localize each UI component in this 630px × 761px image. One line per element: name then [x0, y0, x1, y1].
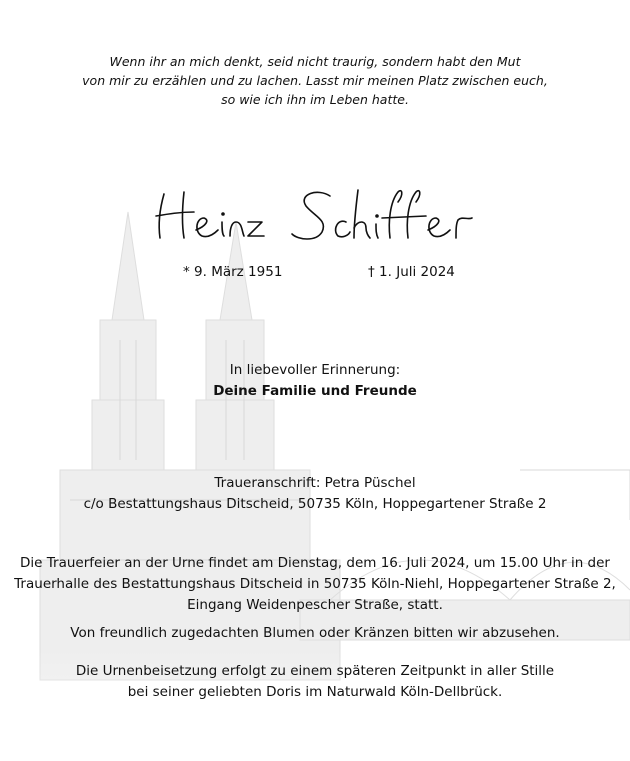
address-line-1: Traueranschrift: Petra Püschel [214, 475, 416, 491]
ceremony-line-2: Trauerhalle des Bestattungshaus Ditscheid in 50735 Köln-Niehl, Hoppegartener Straße 2, [14, 576, 616, 592]
address-line-2: c/o Bestattungshaus Ditscheid, 50735 Köln, Hoppegartener Straße 2 [83, 496, 547, 512]
deceased-name-signature [150, 182, 490, 246]
mourning-address [0, 473, 630, 515]
ceremony-line-3: Eingang Weidenpescher Straße, statt. [187, 597, 443, 613]
memorial-quote [0, 52, 630, 109]
memory-family: Deine Familie und Freunde [213, 383, 417, 399]
ceremony-line-1: Die Trauerfeier an der Urne findet am Dienstag, dem 16. Juli 2024, um 15.00 Uhr in der [20, 555, 610, 571]
burial-line-1: Die Urnenbeisetzung erfolgt zu einem späteren Zeitpunkt in aller Stille [75, 663, 555, 679]
memory-section [0, 360, 630, 402]
burial-notice [0, 661, 630, 703]
flowers-notice [0, 623, 630, 644]
quote-line-2: von mir zu erzählen und zu lachen. Lasst mir meinen Platz zwischen euch, [82, 73, 548, 88]
birth-date: * 9. März 1951 [183, 264, 283, 280]
burial-line-2: bei seiner geliebten Doris im Naturwald Köln-Dellbrück. [127, 684, 503, 700]
ceremony-notice [0, 553, 630, 616]
memory-intro: In liebevoller Erinnerung: [229, 362, 401, 378]
flowers-line: Von freundlich zugedachten Blumen oder Kränzen bitten wir abzusehen. [70, 625, 560, 641]
quote-line-1: Wenn ihr an mich denkt, seid nicht traurig, sondern habt den Mut [109, 54, 521, 69]
death-date: † 1. Juli 2024 [368, 264, 455, 280]
quote-line-3: so wie ich ihn im Leben hatte. [221, 92, 409, 107]
